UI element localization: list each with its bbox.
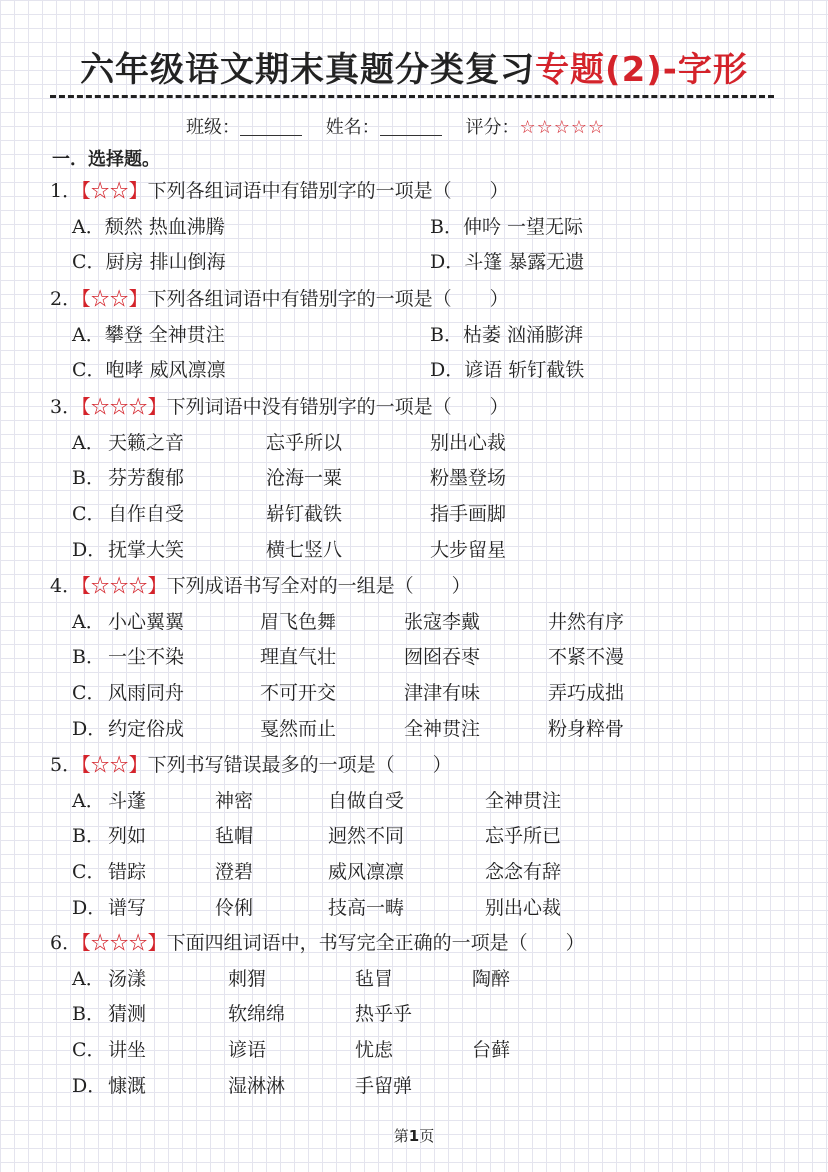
option-word: 不紧不漫 xyxy=(548,646,625,669)
title-divider xyxy=(50,95,774,98)
option-word: 错踪 xyxy=(108,861,147,884)
option-label: D． xyxy=(430,359,465,382)
option-b xyxy=(430,212,583,239)
option-word: 一尘不染 xyxy=(108,646,185,669)
question-stem xyxy=(50,284,509,311)
option-word: 澄碧 xyxy=(215,861,254,884)
option-label: D． xyxy=(72,1074,107,1097)
option-text: 伸吟 一望无际 xyxy=(462,215,584,238)
option-label: A． xyxy=(72,431,105,454)
option-word: 台藓 xyxy=(472,1039,511,1062)
option-word: 手留弹 xyxy=(355,1074,413,1097)
page-number xyxy=(0,1125,828,1146)
option-word: 张寇李戴 xyxy=(404,610,481,633)
option-word: 谱写 xyxy=(108,896,147,919)
option-word: 理直气壮 xyxy=(260,646,337,669)
difficulty-stars: 【☆☆】 xyxy=(81,754,148,776)
question-number: 6． xyxy=(50,932,82,954)
option-word: 湿淋淋 xyxy=(228,1074,286,1097)
option-text: 颓然 热血沸腾 xyxy=(104,215,225,238)
score-stars: ☆☆☆☆☆ xyxy=(519,117,606,138)
option-word: 毡帽 xyxy=(215,825,254,848)
name-label: 姓名： xyxy=(325,117,380,138)
option-label: D． xyxy=(72,538,107,561)
option-word: 忘乎所已 xyxy=(485,825,562,848)
difficulty-stars: 【☆☆☆】 xyxy=(81,932,167,954)
option-text: 枯萎 汹涌膨湃 xyxy=(462,323,584,346)
option-b xyxy=(430,320,583,347)
option-label: B． xyxy=(72,467,105,490)
question-number: 1． xyxy=(50,180,82,202)
difficulty-stars: 【☆☆】 xyxy=(81,288,148,310)
option-word: 全神贯注 xyxy=(485,789,562,812)
option-word: 斗蓬 xyxy=(108,789,147,812)
option-word: 别出心裁 xyxy=(485,896,562,919)
option-label: A． xyxy=(72,967,105,990)
difficulty-stars: 【☆☆☆】 xyxy=(81,396,167,418)
question-text: 下列词语中没有错别字的一项是（ ） xyxy=(166,396,509,418)
option-word: 列如 xyxy=(108,825,147,848)
option-word: 谚语 xyxy=(228,1039,267,1062)
option-label: C． xyxy=(72,861,106,884)
difficulty-stars: 【☆☆☆】 xyxy=(81,575,167,597)
option-word: 约定俗成 xyxy=(108,717,185,740)
option-word: 汤漾 xyxy=(108,967,147,990)
option-label: B． xyxy=(72,1003,105,1026)
page-number-value: 1 xyxy=(408,1127,420,1145)
option-word: 慷溉 xyxy=(108,1074,147,1097)
option-word: 威风凛凛 xyxy=(328,861,405,884)
option-word: 粉墨登场 xyxy=(430,467,507,490)
option-label: B． xyxy=(72,646,105,669)
question-stem xyxy=(50,928,585,955)
option-word: 崭钉截铁 xyxy=(266,503,343,526)
option-a xyxy=(72,212,225,239)
name-blank[interactable] xyxy=(380,117,442,136)
option-label: A． xyxy=(72,323,105,346)
score-label: 评分： xyxy=(465,117,520,138)
question-number: 5． xyxy=(50,754,82,776)
question-text: 下列成语书写全对的一组是（ ） xyxy=(166,575,471,597)
question-stem xyxy=(50,176,509,203)
option-word: 别出心裁 xyxy=(430,431,507,454)
option-word: 伶俐 xyxy=(215,896,254,919)
option-word: 眉飞色舞 xyxy=(260,610,337,633)
option-word: 津津有味 xyxy=(404,682,481,705)
option-c xyxy=(72,247,226,274)
option-text: 厨房 排山倒海 xyxy=(105,251,226,274)
option-label: A． xyxy=(72,215,105,238)
option-word: 芬芳馥郁 xyxy=(108,467,185,490)
title-highlight: 专题(2)-字形 xyxy=(535,50,748,90)
student-info xyxy=(186,113,605,139)
option-word: 神密 xyxy=(215,789,254,812)
page-number-post: 页 xyxy=(419,1127,435,1145)
option-word: 讲坐 xyxy=(108,1039,147,1062)
option-word: 不可开交 xyxy=(260,682,337,705)
option-label: C． xyxy=(72,682,106,705)
option-c xyxy=(72,355,226,382)
option-word: 弄巧成拙 xyxy=(548,682,625,705)
option-word: 陶醉 xyxy=(472,967,511,990)
question-stem xyxy=(50,571,471,598)
option-word: 指手画脚 xyxy=(430,503,507,526)
option-word: 技高一畴 xyxy=(328,896,405,919)
page-number-pre: 第 xyxy=(393,1127,409,1145)
option-d xyxy=(430,247,584,274)
option-word: 小心翼翼 xyxy=(108,610,185,633)
question-text: 下面四组词语中，书写完全正确的一项是（ ） xyxy=(166,932,585,954)
option-word: 天籁之音 xyxy=(108,431,185,454)
option-word: 全神贯注 xyxy=(404,717,481,740)
option-label: D． xyxy=(72,717,107,740)
option-word: 软绵绵 xyxy=(228,1003,286,1026)
option-word: 囫囵吞枣 xyxy=(404,646,481,669)
option-label: C． xyxy=(72,251,106,274)
option-word: 井然有序 xyxy=(548,610,625,633)
option-word: 沧海一粟 xyxy=(266,467,343,490)
option-word: 刺猬 xyxy=(228,967,267,990)
difficulty-stars: 【☆☆】 xyxy=(81,180,148,202)
option-label: B． xyxy=(72,825,105,848)
option-d xyxy=(430,355,584,382)
question-text: 下列各组词语中有错别字的一项是（ ） xyxy=(147,180,509,202)
option-word: 猜测 xyxy=(108,1003,147,1026)
question-number: 4． xyxy=(50,575,82,597)
option-word: 毡冒 xyxy=(355,967,394,990)
option-text: 斗篷 暴露无遗 xyxy=(464,251,585,274)
question-stem xyxy=(50,392,509,419)
option-text: 谚语 斩钉截铁 xyxy=(464,359,585,382)
option-word: 念念有辞 xyxy=(485,861,562,884)
option-word: 自作自受 xyxy=(108,503,185,526)
option-label: D． xyxy=(430,251,465,274)
option-word: 大步留星 xyxy=(430,538,507,561)
option-label: B． xyxy=(430,215,463,238)
question-number: 2． xyxy=(50,288,82,310)
page-title xyxy=(0,42,828,91)
option-word: 迥然不同 xyxy=(328,825,405,848)
option-label: C． xyxy=(72,503,106,526)
option-text: 攀登 全神贯注 xyxy=(104,323,225,346)
option-label: A． xyxy=(72,789,105,812)
option-word: 风雨同舟 xyxy=(108,682,185,705)
option-label: D． xyxy=(72,896,107,919)
title-main: 六年级语文期末真题分类复习 xyxy=(80,50,536,90)
question-text: 下列书写错误最多的一项是（ ） xyxy=(147,754,452,776)
option-word: 自做自受 xyxy=(328,789,405,812)
option-word: 忘乎所以 xyxy=(266,431,343,454)
option-label: B． xyxy=(430,323,463,346)
option-word: 热乎乎 xyxy=(355,1003,413,1026)
section-heading: 一．选择题。 xyxy=(52,149,160,170)
option-word: 抚掌大笑 xyxy=(108,538,185,561)
option-label: C． xyxy=(72,1039,106,1062)
class-blank[interactable] xyxy=(240,117,302,136)
option-text: 咆哮 威风凛凛 xyxy=(105,359,226,382)
option-label: A． xyxy=(72,610,105,633)
question-number: 3． xyxy=(50,396,82,418)
option-word: 粉身粹骨 xyxy=(548,717,625,740)
option-word: 戛然而止 xyxy=(260,717,337,740)
option-word: 忧虑 xyxy=(355,1039,394,1062)
option-label: C． xyxy=(72,359,106,382)
question-text: 下列各组词语中有错别字的一项是（ ） xyxy=(147,288,509,310)
class-label: 班级： xyxy=(186,117,240,138)
option-a xyxy=(72,320,225,347)
option-word: 横七竖八 xyxy=(266,538,343,561)
question-stem xyxy=(50,750,452,777)
